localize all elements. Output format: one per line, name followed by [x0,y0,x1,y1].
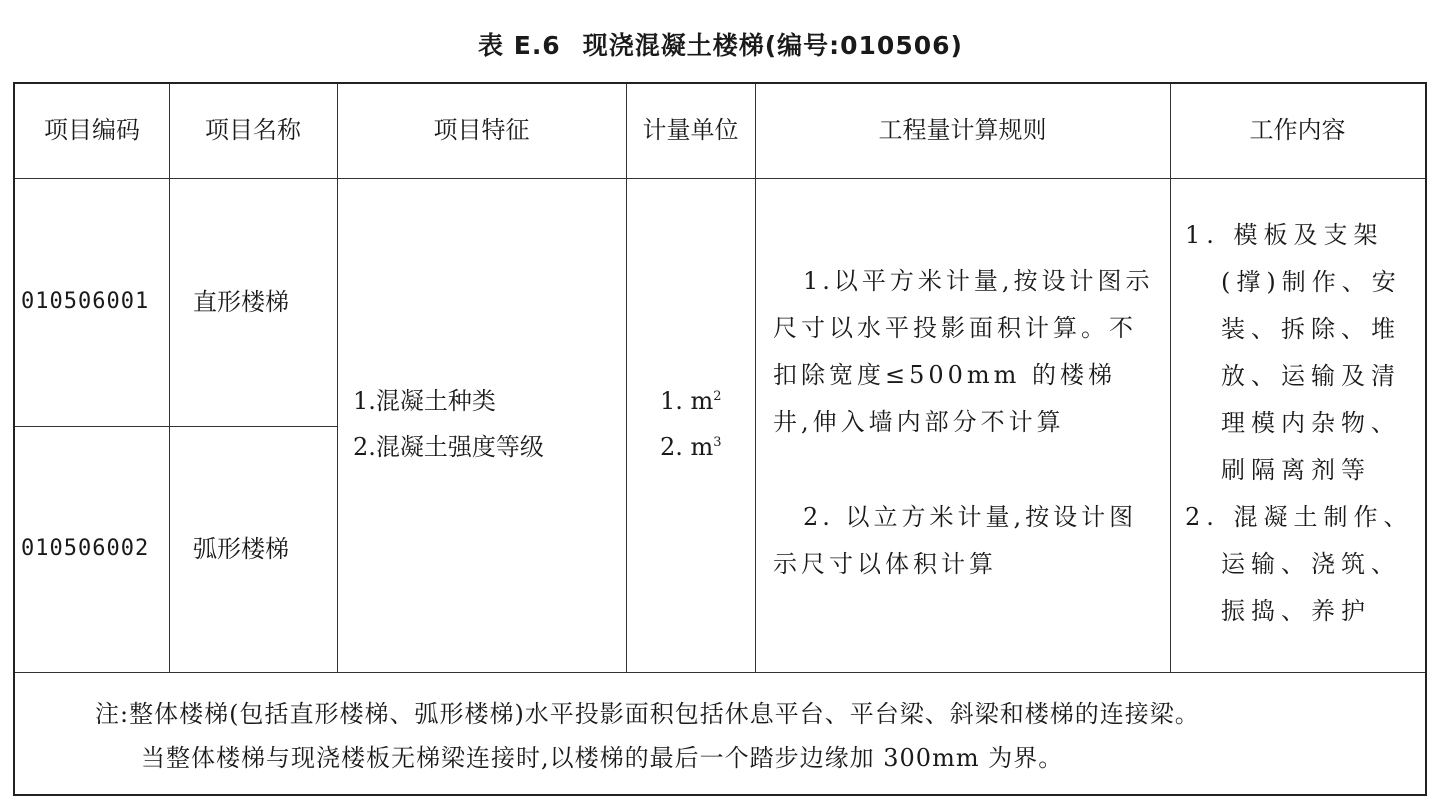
unit-2-text: 2. m [660,433,714,461]
unit-1 [660,386,722,416]
col-divider-2 [337,84,338,672]
col-divider-4 [755,84,756,672]
unit-2-power: 3 [713,435,722,450]
work-2: 2. 混凝土制作、运输、浇筑、振捣、养护 [1185,503,1414,625]
rule-2: 2. 以立方米计量,按设计图示尺寸以体积计算 [773,503,1138,578]
col-divider-1 [169,84,170,672]
feature-2: 2.混凝土强度等级 [353,433,544,461]
unit-2 [660,432,722,462]
header-features: 项目特征 [433,116,530,144]
col-divider-5 [1170,84,1171,672]
note-divider [15,672,1425,673]
unit-1-power: 2 [713,389,722,404]
table-number: 表 E.6 [478,31,561,60]
header-work: 工作内容 [1249,116,1346,144]
table-name: 现浇混凝土楼梯(编号:010506) [582,31,963,60]
feature-1: 1.混凝土种类 [353,387,496,415]
row-2-code: 010506002 [21,536,150,561]
table-title [0,26,1441,62]
note-line-1: 注:整体楼梯(包括直形楼梯、弧形楼梯)水平投影面积包括休息平台、平台梁、斜梁和楼梯的连接梁。 [95,700,1200,728]
header-code: 项目编码 [44,116,140,144]
header-name: 项目名称 [205,116,301,144]
rule-1: 1.以平方米计量,按设计图示尺寸以水平投影面积计算。不扣除宽度≤500mm 的楼梯井,伸入墙内部分不计算 [773,267,1154,436]
header-unit: 计量单位 [642,116,739,144]
table-frame [13,82,1427,796]
header-rules: 工程量计算规则 [878,116,1047,144]
note-line-2: 当整体楼梯与现浇楼板无梯梁连接时,以楼梯的最后一个踏步边缘加 300mm 为界。 [141,744,1064,772]
row-1-name: 直形楼梯 [193,288,289,316]
col-divider-3 [626,84,627,672]
header-divider [15,178,1425,179]
row-1-code: 010506001 [21,289,150,314]
unit-1-text: 1. m [660,387,714,415]
work-1: 1. 模板及支架(撑)制作、安装、拆除、堆放、运输及清理模内杂物、刷隔离剂等 [1185,221,1402,484]
row-2-name: 弧形楼梯 [193,535,289,563]
row-divider [15,426,337,427]
